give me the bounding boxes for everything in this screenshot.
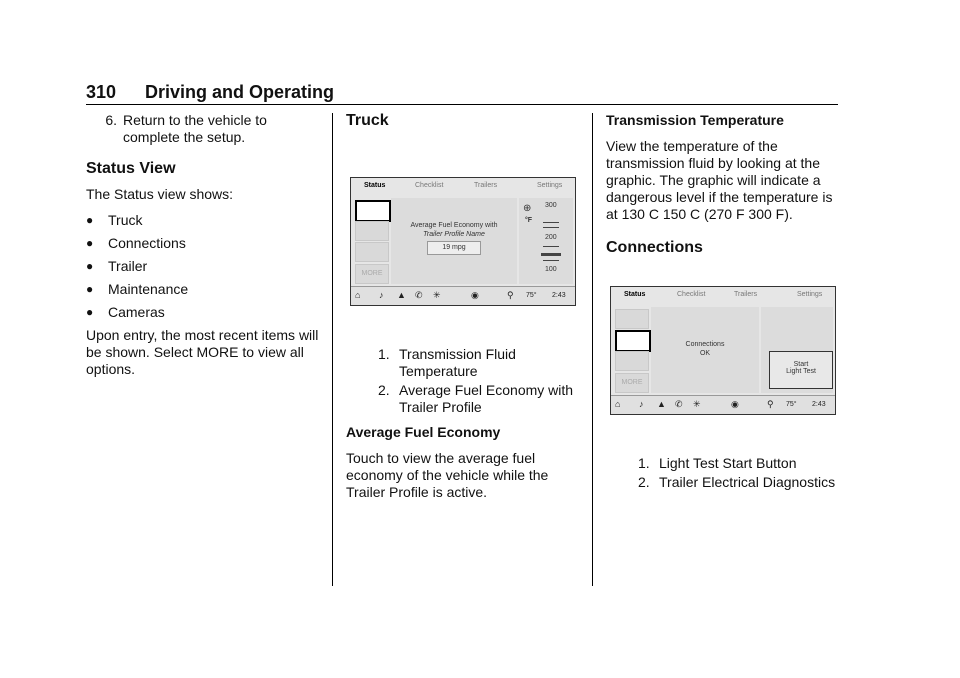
signal-icon: ◉ — [471, 290, 479, 300]
callout-item — [638, 455, 838, 472]
temp-unit: °F — [525, 217, 533, 224]
callout-text: Light Test Start Button — [659, 455, 797, 471]
bullet-item — [86, 235, 322, 252]
bullet-text: Maintenance — [108, 281, 189, 297]
callout-number: 1. — [378, 346, 390, 362]
location-icon: ⚲ — [507, 290, 514, 300]
transmission-temp-heading: Transmission Temperature — [606, 112, 784, 128]
phone-icon: ✆ — [675, 399, 683, 409]
truck-heading: Truck — [346, 112, 389, 129]
home-icon: ⌂ — [615, 399, 621, 409]
truck-callouts — [346, 346, 582, 510]
gauge-300: 300 — [545, 202, 557, 209]
gauge-tick — [543, 227, 559, 228]
screen-tab-bar — [611, 287, 835, 303]
status-view-intro: The Status view shows: — [86, 186, 234, 202]
connections-side-button — [615, 330, 651, 352]
navigation-icon: ▲ — [657, 399, 666, 409]
outside-temp: 75° — [786, 401, 797, 408]
gauge-tick — [543, 222, 559, 223]
avg-fuel-economy-heading: Average Fuel Economy — [346, 424, 501, 440]
bullet-icon: ● — [86, 236, 94, 250]
bullet-item — [86, 258, 322, 275]
light-test-panel — [761, 307, 833, 393]
transmission-temp-body: View the temperature of the transmission fluid by looking at the graphic. The graphic will indicate a dangerous level if the temperature is at 130 C 150 C (270 F 300 F). — [606, 138, 833, 222]
callout-number: 2. — [638, 474, 650, 490]
bullet-icon: ● — [86, 305, 94, 319]
tab-status: Status — [624, 291, 646, 298]
step-text: Return to the vehicle to complete the setup. — [123, 112, 267, 145]
bullet-text: Cameras — [108, 304, 165, 320]
avg-fuel-economy-body: Touch to view the average fuel economy of the vehicle while the Trailer Profile is active. — [346, 450, 549, 500]
bullet-icon: ● — [86, 259, 94, 273]
gauge-100: 100 — [545, 266, 557, 273]
header-rule — [86, 104, 838, 105]
clock: 2:43 — [552, 292, 566, 299]
screen-tab-bar — [351, 178, 575, 194]
tab-settings: Settings — [537, 182, 563, 189]
transmission-temp-panel — [519, 198, 573, 284]
section-title: Driving and Operating — [145, 82, 335, 102]
page-number: 310 — [86, 82, 117, 102]
connections-status-panel — [651, 307, 759, 393]
step-6 — [86, 112, 322, 146]
connections-label: Connections — [685, 341, 725, 348]
callout-item — [378, 382, 582, 416]
audio-icon: ♪ — [639, 399, 644, 409]
callout-text: Trailer Electrical Diagnostics — [659, 474, 836, 490]
tab-checklist: Checklist — [677, 291, 706, 298]
bullet-text: Connections — [108, 235, 186, 251]
bullet-icon: ● — [86, 213, 94, 227]
temperature-warning-icon: ⊕ — [523, 203, 532, 214]
bullet-item — [86, 212, 322, 229]
phone-icon: ✆ — [415, 290, 423, 300]
connections-screen-image — [610, 286, 836, 415]
start-label: Start — [793, 361, 809, 368]
column-3 — [606, 112, 838, 265]
bullet-item — [86, 281, 322, 298]
connections-callouts — [606, 455, 838, 493]
connections-ok: OK — [699, 350, 711, 357]
page-header — [86, 82, 838, 104]
callout-number: 2. — [378, 382, 390, 398]
navigation-icon: ▲ — [397, 290, 406, 300]
truck-side-button — [355, 200, 391, 222]
bullet-text: Trailer — [108, 258, 148, 274]
column-divider-2 — [592, 113, 593, 586]
gauge-200: 200 — [545, 234, 557, 241]
tab-checklist: Checklist — [415, 182, 444, 189]
callout-text: Average Fuel Economy with Trailer Profile — [399, 382, 574, 415]
tab-trailers: Trailers — [474, 182, 498, 189]
status-view-outro: Upon entry, the most recent items will be shown. Select MORE to view all options. — [86, 327, 319, 377]
callout-item — [378, 346, 582, 380]
outside-temp: 75° — [526, 292, 537, 299]
home-icon: ⌂ — [355, 290, 361, 300]
callout-item — [638, 474, 838, 491]
callout-number: 1. — [638, 455, 650, 471]
audio-icon: ♪ — [379, 290, 384, 300]
connections-side-button — [355, 221, 389, 241]
location-icon: ⚲ — [767, 399, 774, 409]
start-light-test-button — [769, 351, 833, 389]
fuel-panel-subtitle: Trailer Profile Name — [423, 231, 485, 238]
bullet-item — [86, 304, 322, 321]
connections-heading: Connections — [606, 239, 703, 256]
tab-trailers: Trailers — [734, 291, 758, 298]
clock: 2:43 — [812, 401, 826, 408]
mpg-value: 19 mpg — [427, 241, 481, 255]
more-side-button: MORE — [355, 264, 389, 284]
tab-settings: Settings — [797, 291, 823, 298]
screen-bottom-bar — [351, 286, 575, 305]
signal-icon: ◉ — [731, 399, 739, 409]
gauge-tick — [543, 260, 559, 261]
status-view-heading: Status View — [86, 160, 176, 177]
bullet-text: Truck — [108, 212, 143, 228]
callout-text: Transmission Fluid Temperature — [399, 346, 516, 379]
gauge-tick — [543, 246, 559, 247]
gauge-level-marker — [541, 253, 561, 256]
fuel-panel-title: Average Fuel Economy with — [410, 222, 498, 229]
more-side-button: MORE — [615, 373, 649, 393]
light-test-label: Light Test — [786, 368, 816, 375]
climate-icon: ✳ — [693, 399, 701, 409]
column-2 — [346, 112, 582, 138]
truck-screen-image — [350, 177, 576, 306]
climate-icon: ✳ — [433, 290, 441, 300]
step-number: 6. — [105, 112, 117, 128]
column-divider-1 — [332, 113, 333, 586]
bullet-icon: ● — [86, 282, 94, 296]
tab-status: Status — [364, 182, 386, 189]
trailer-side-button — [355, 242, 389, 262]
fuel-economy-panel — [391, 198, 517, 284]
trailer-side-button — [615, 351, 649, 371]
column-1 — [86, 112, 322, 387]
truck-side-button — [615, 309, 649, 329]
screen-bottom-bar — [611, 395, 835, 414]
